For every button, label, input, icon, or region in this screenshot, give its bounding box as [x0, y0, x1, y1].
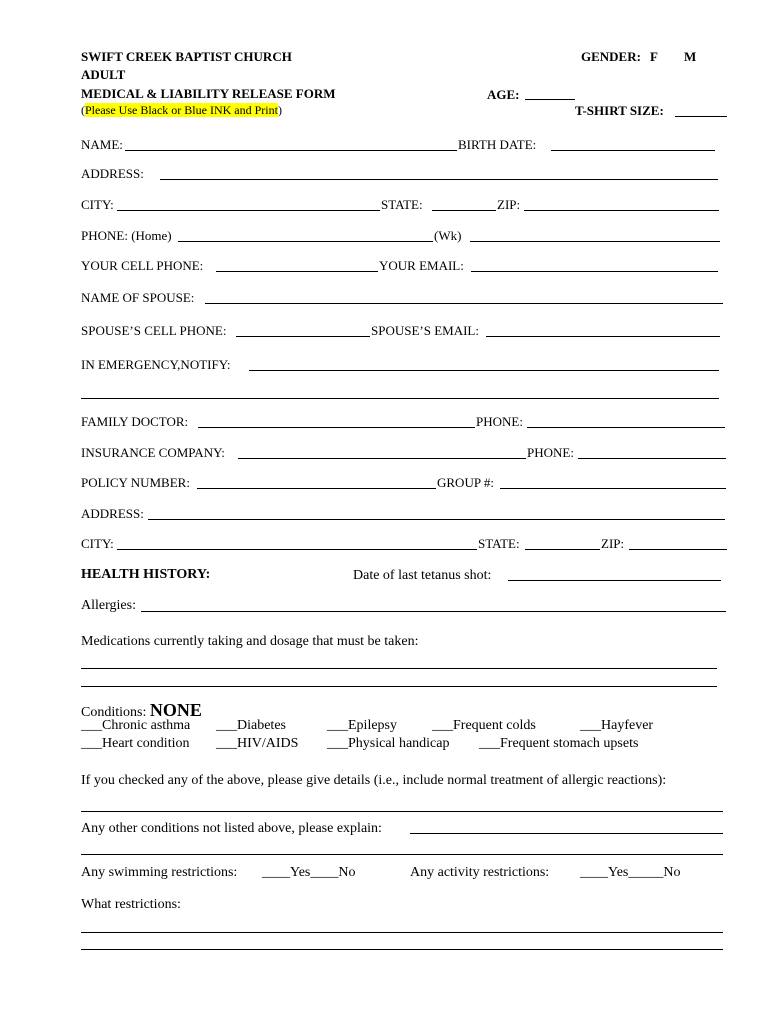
tshirt-size-label: T-SHIRT SIZE: — [575, 103, 664, 118]
spouse-name-field[interactable] — [205, 303, 723, 304]
address-label: ADDRESS: — [81, 166, 144, 181]
zip-label: ZIP: — [497, 197, 521, 212]
emergency-contact-field-line2[interactable] — [81, 398, 719, 399]
name-field[interactable] — [125, 150, 457, 151]
emergency-contact-label: IN EMERGENCY,NOTIFY: — [81, 357, 231, 372]
insurance-zip-label: ZIP: — [601, 536, 625, 551]
swimming-restrictions-label: Any swimming restrictions: — [81, 865, 238, 880]
birth-date-field[interactable] — [551, 150, 715, 151]
spouse-cell-label: SPOUSE’S CELL PHONE: — [81, 323, 227, 338]
condition-epilepsy[interactable]: ___Epilepsy — [327, 718, 397, 733]
age-field[interactable] — [525, 99, 575, 100]
email-field[interactable] — [471, 271, 718, 272]
family-doctor-label: FAMILY DOCTOR: — [81, 414, 189, 429]
condition-frequent-colds[interactable]: ___Frequent colds — [432, 718, 536, 733]
church-name: SWIFT CREEK BAPTIST CHURCH — [81, 49, 292, 64]
other-conditions-label: Any other conditions not listed above, please explain: — [81, 821, 382, 836]
activity-restrictions-label: Any activity restrictions: — [410, 865, 550, 880]
insurance-state-label: STATE: — [478, 536, 520, 551]
doctor-phone-label: PHONE: — [476, 414, 523, 429]
cell-phone-field[interactable] — [216, 271, 378, 272]
other-conditions-field[interactable] — [410, 833, 723, 834]
condition-hiv-aids[interactable]: ___HIV/AIDS — [216, 736, 299, 751]
condition-heart[interactable]: ___Heart condition — [81, 736, 190, 751]
tetanus-date-field[interactable] — [508, 580, 721, 581]
policy-number-label: POLICY NUMBER: — [81, 475, 190, 490]
tshirt-size-field[interactable] — [675, 116, 727, 117]
swimming-restrictions-options[interactable]: ____Yes____No — [262, 865, 356, 880]
form-title: MEDICAL & LIABILITY RELEASE FORM — [81, 86, 336, 101]
work-phone-field[interactable] — [470, 241, 720, 242]
condition-chronic-asthma[interactable]: ___Chronic asthma — [81, 718, 191, 733]
insurance-company-label: INSURANCE COMPANY: — [81, 445, 225, 460]
allergies-label: Allergies: — [81, 598, 136, 613]
family-doctor-field[interactable] — [198, 427, 475, 428]
medications-field-line1[interactable] — [81, 668, 717, 669]
age-label: AGE: — [487, 87, 520, 102]
state-field[interactable] — [432, 210, 496, 211]
insurance-address-label: ADDRESS: — [81, 506, 144, 521]
conditions-none-option[interactable]: NONE — [149, 700, 202, 720]
condition-physical-handicap[interactable]: ___Physical handicap — [327, 736, 450, 751]
insurance-city-label: CITY: — [81, 536, 114, 551]
home-phone-field[interactable] — [178, 241, 433, 242]
group-number-field[interactable] — [500, 488, 726, 489]
conditions-label: Conditions: NONE — [81, 700, 202, 720]
insurance-phone-field[interactable] — [578, 458, 726, 459]
other-conditions-field-line2[interactable] — [81, 854, 723, 855]
insurance-company-field[interactable] — [238, 458, 526, 459]
work-phone-label: (Wk) — [434, 228, 462, 243]
spouse-email-label: SPOUSE’S EMAIL: — [371, 323, 479, 338]
state-label: STATE: — [381, 197, 423, 212]
city-field[interactable] — [117, 210, 380, 211]
name-label: NAME: — [81, 137, 123, 152]
cell-phone-label: YOUR CELL PHONE: — [81, 258, 204, 273]
tetanus-label: Date of last tetanus shot: — [353, 568, 492, 583]
condition-details-field[interactable] — [81, 811, 723, 812]
condition-stomach-upsets[interactable]: ___Frequent stomach upsets — [479, 736, 639, 751]
condition-details-label: If you checked any of the above, please give details (i.e., include normal treatment of allergic reactions): — [81, 773, 667, 788]
what-restrictions-label: What restrictions: — [81, 897, 181, 912]
medications-field-line2[interactable] — [81, 686, 717, 687]
insurance-zip-field[interactable] — [629, 549, 727, 550]
spouse-name-label: NAME OF SPOUSE: — [81, 290, 195, 305]
insurance-city-field[interactable] — [117, 549, 477, 550]
insurance-state-field[interactable] — [525, 549, 600, 550]
city-label: CITY: — [81, 197, 114, 212]
what-restrictions-field-line2[interactable] — [81, 949, 723, 950]
birth-date-label: BIRTH DATE: — [458, 137, 537, 152]
activity-restrictions-options[interactable]: ____Yes_____No — [580, 865, 681, 880]
health-history-heading: HEALTH HISTORY: — [81, 567, 211, 582]
gender-option-f[interactable]: F — [650, 49, 658, 64]
what-restrictions-field-line1[interactable] — [81, 932, 723, 933]
condition-diabetes[interactable]: ___Diabetes — [216, 718, 286, 733]
insurance-phone-label: PHONE: — [527, 445, 574, 460]
policy-number-field[interactable] — [197, 488, 436, 489]
group-number-label: GROUP #: — [437, 475, 494, 490]
condition-hayfever[interactable]: ___Hayfever — [580, 718, 654, 733]
gender-label: GENDER: — [581, 49, 641, 64]
gender-option-m[interactable]: M — [684, 49, 697, 64]
address-field[interactable] — [160, 179, 718, 180]
ink-instruction: (Please Use Black or Blue INK and Print) — [81, 103, 282, 117]
allergies-field[interactable] — [141, 611, 726, 612]
medications-label: Medications currently taking and dosage that must be taken: — [81, 634, 419, 649]
emergency-contact-field[interactable] — [249, 370, 719, 371]
form-category: ADULT — [81, 67, 126, 82]
insurance-address-field[interactable] — [148, 519, 725, 520]
zip-field[interactable] — [524, 210, 719, 211]
spouse-email-field[interactable] — [486, 336, 720, 337]
home-phone-label: PHONE: (Home) — [81, 228, 172, 243]
doctor-phone-field[interactable] — [527, 427, 725, 428]
email-label: YOUR EMAIL: — [379, 258, 464, 273]
spouse-cell-field[interactable] — [236, 336, 370, 337]
